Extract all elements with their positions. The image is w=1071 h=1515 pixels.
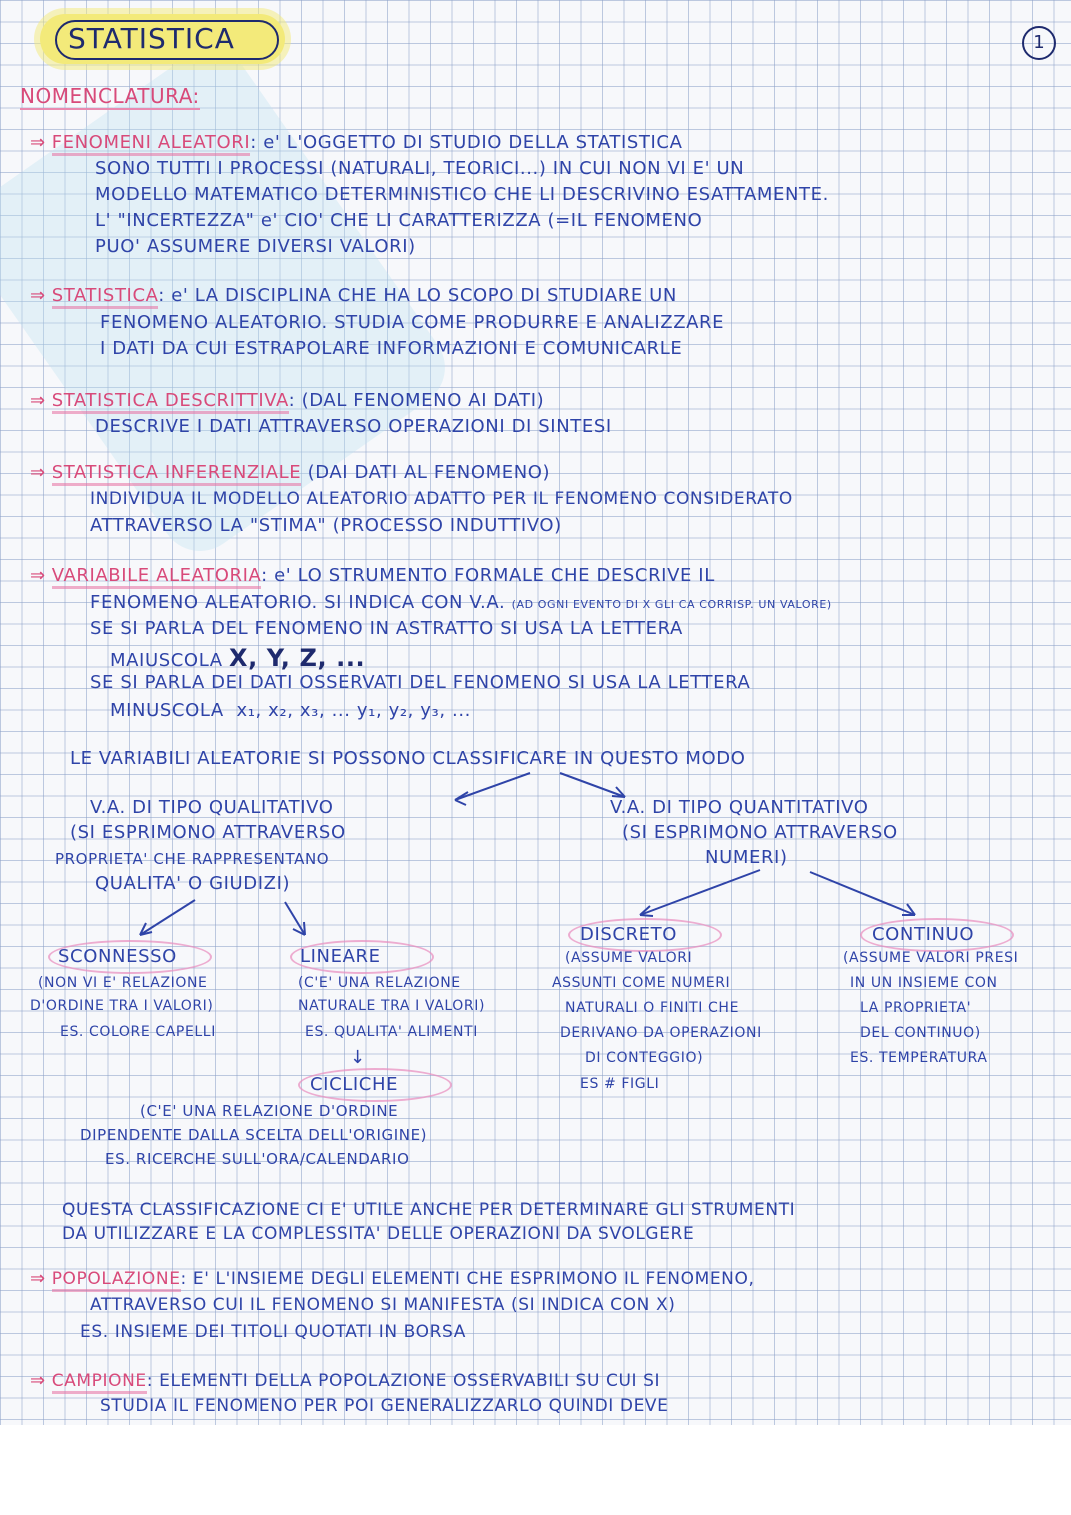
page-number: 1 (1022, 26, 1056, 60)
lineare-line-1: (C'E' UNA RELAZIONE (298, 975, 461, 991)
utile-line-1: QUESTA CLASSIFICAZIONE CI E' UTILE ANCHE PER DETERMINARE GLI STRUMENTI (62, 1200, 796, 1220)
statistica-line-3: I DATI DA CUI ESTRAPOLARE INFORMAZIONI E COMUNICARLE (100, 338, 683, 359)
bullet-arrow-icon: ⇒ (30, 285, 46, 306)
continuo-title: CONTINUO (872, 924, 975, 945)
variabile-line-4: MAIUSCOLA X, Y, Z, ... (110, 644, 366, 672)
quantitativo-line-2: NUMERI) (705, 847, 788, 868)
term-variabile-aleatoria: VARIABILE ALEATORIA (52, 565, 261, 589)
qualitativo-line-2: PROPRIETA' CHE RAPPRESENTANO (55, 850, 330, 868)
lineare-line-2: NATURALE TRA I VALORI) (298, 998, 486, 1014)
campione-line-1: ⇒ CAMPIONE: ELEMENTI DELLA POPOLAZIONE OSSERVABILI SU CUI SI (30, 1370, 660, 1391)
popolazione-line-1: ⇒ POPOLAZIONE: E' L'INSIEME DEGLI ELEMENTI CHE ESPRIMONO IL FENOMENO, (30, 1268, 754, 1289)
lowercase-letters: x₁, x₂, x₃, ... y₁, y₂, y₃, ... (236, 700, 471, 721)
popolazione-line-3: ES. INSIEME DEI TITOLI QUOTATI IN BORSA (80, 1322, 466, 1342)
variabile-line-1: ⇒ VARIABILE ALEATORIA: e' LO STRUMENTO FORMALE CHE DESCRIVE IL (30, 565, 715, 586)
discreto-title: DISCRETO (580, 924, 678, 945)
term-popolazione: POPOLAZIONE (52, 1269, 181, 1292)
cicliche-title: CICLICHE (310, 1074, 399, 1095)
statistica-line-1: ⇒ STATISTICA: e' LA DISCIPLINA CHE HA LO SCOPO DI STUDIARE UN (30, 285, 677, 306)
discreto-line-5: DI CONTEGGIO) (585, 1050, 704, 1066)
fenomeni-line-4: L' "INCERTEZZA" e' CIO' CHE LI CARATTERIZZA (=IL FENOMENO (95, 210, 703, 231)
discreto-line-1: (ASSUME VALORI (565, 950, 693, 966)
fenomeni-line-5: PUO' ASSUMERE DIVERSI VALORI) (95, 236, 416, 257)
bullet-arrow-icon: ⇒ (30, 462, 46, 483)
variabile-line-6: MINUSCOLA x₁, x₂, x₃, ... y₁, y₂, y₃, ... (110, 700, 471, 721)
bullet-arrow-icon: ⇒ (30, 132, 46, 153)
discreto-line-6: ES # FIGLI (580, 1076, 660, 1092)
discreto-line-2: ASSUNTI COME NUMERI (552, 975, 731, 991)
fenomeni-line-2: SONO TUTTI I PROCESSI (NATURALI, TEORICI...) IN CUI NON VI E' UN (95, 158, 745, 179)
term-campione: CAMPIONE (52, 1371, 147, 1394)
lineare-title: LINEARE (300, 946, 381, 967)
utile-line-2: DA UTILIZZARE E LA COMPLESSITA' DELLE OPERAZIONI DA SVOLGERE (62, 1224, 695, 1244)
variabile-line-2: FENOMENO ALEATORIO. SI INDICA CON V.A. (AD OGNI EVENTO DI X GLI CA CORRISP. UN VALORE) (90, 592, 832, 613)
qualitativo-line-1: (SI ESPRIMONO ATTRAVERSO (70, 822, 346, 843)
discreto-line-4: DERIVANO DA OPERAZIONI (560, 1025, 762, 1041)
cicliche-line-1: (C'E' UNA RELAZIONE D'ORDINE (140, 1102, 399, 1120)
sconnesso-line-1: (NON VI E' RELAZIONE (38, 975, 208, 991)
lineare-line-3: ES. QUALITA' ALIMENTI (305, 1024, 478, 1040)
qualitativo-line-3: QUALITA' O GIUDIZI) (95, 873, 291, 894)
cicliche-line-2: DIPENDENTE DALLA SCELTA DELL'ORIGINE) (80, 1126, 428, 1144)
continuo-line-5: ES. TEMPERATURA (850, 1050, 988, 1066)
quantitativo-title: V.A. DI TIPO QUANTITATIVO (610, 797, 869, 818)
inferenziale-line-2: INDIVIDUA IL MODELLO ALEATORIO ADATTO PER IL FENOMENO CONSIDERATO (90, 489, 793, 509)
bullet-arrow-icon: ⇒ (30, 565, 46, 586)
campione-line-2: STUDIA IL FENOMENO PER POI GENERALIZZARLO QUINDI DEVE (100, 1396, 669, 1416)
term-statistica-descrittiva: STATISTICA DESCRITTIVA (52, 390, 289, 414)
bullet-arrow-icon: ⇒ (30, 1370, 46, 1391)
continuo-line-2: IN UN INSIEME CON (850, 975, 998, 991)
term-fenomeni-aleatori: FENOMENI ALEATORI (52, 132, 251, 156)
descrittiva-line-1: ⇒ STATISTICA DESCRITTIVA: (DAL FENOMENO AI DATI) (30, 390, 544, 411)
sconnesso-line-3: ES. COLORE CAPELLI (60, 1024, 216, 1040)
statistica-line-2: FENOMENO ALEATORIO. STUDIA COME PRODURRE E ANALIZZARE (100, 312, 725, 333)
quantitativo-line-1: (SI ESPRIMONO ATTRAVERSO (622, 822, 898, 843)
variabile-line-5: SE SI PARLA DEI DATI OSSERVATI DEL FENOMENO SI USA LA LETTERA (90, 672, 751, 693)
page-title: STATISTICA (68, 22, 235, 55)
continuo-line-3: LA PROPRIETA' (860, 1000, 972, 1016)
sconnesso-title: SCONNESSO (58, 946, 177, 967)
qualitativo-title: V.A. DI TIPO QUALITATIVO (90, 797, 334, 818)
fenomeni-line-1: ⇒ FENOMENI ALEATORI: e' L'OGGETTO DI STUDIO DELLA STATISTICA (30, 132, 683, 153)
nomenclatura-heading: NOMENCLATURA: (20, 84, 200, 108)
continuo-line-1: (ASSUME VALORI PRESI (843, 950, 1019, 966)
descrittiva-line-2: DESCRIVE I DATI ATTRAVERSO OPERAZIONI DI SINTESI (95, 416, 612, 437)
down-arrow-icon: ↓ (350, 1047, 366, 1068)
term-statistica: STATISTICA (52, 285, 159, 309)
inferenziale-line-1: ⇒ STATISTICA INFERENZIALE (DAI DATI AL FENOMENO) (30, 462, 550, 483)
variabile-line-3: SE SI PARLA DEL FENOMENO IN ASTRATTO SI USA LA LETTERA (90, 618, 683, 639)
continuo-line-4: DEL CONTINUO) (860, 1025, 981, 1041)
bullet-arrow-icon: ⇒ (30, 390, 46, 411)
bullet-arrow-icon: ⇒ (30, 1268, 46, 1289)
classification-intro: LE VARIABILI ALEATORIE SI POSSONO CLASSIFICARE IN QUESTO MODO (70, 748, 746, 769)
cicliche-line-3: ES. RICERCHE SULL'ORA/CALENDARIO (105, 1150, 410, 1168)
sconnesso-line-2: D'ORDINE TRA I VALORI) (30, 998, 214, 1014)
discreto-line-3: NATURALI O FINITI CHE (565, 1000, 740, 1016)
uppercase-letters: X, Y, Z, ... (228, 644, 366, 672)
inferenziale-line-3: ATTRAVERSO LA "STIMA" (PROCESSO INDUTTIVO) (90, 515, 562, 536)
fenomeni-line-3: MODELLO MATEMATICO DETERMINISTICO CHE LI DESCRIVINO ESATTAMENTE. (95, 184, 829, 205)
popolazione-line-2: ATTRAVERSO CUI IL FENOMENO SI MANIFESTA (SI INDICA CON X) (90, 1295, 676, 1315)
term-statistica-inferenziale: STATISTICA INFERENZIALE (52, 462, 302, 486)
